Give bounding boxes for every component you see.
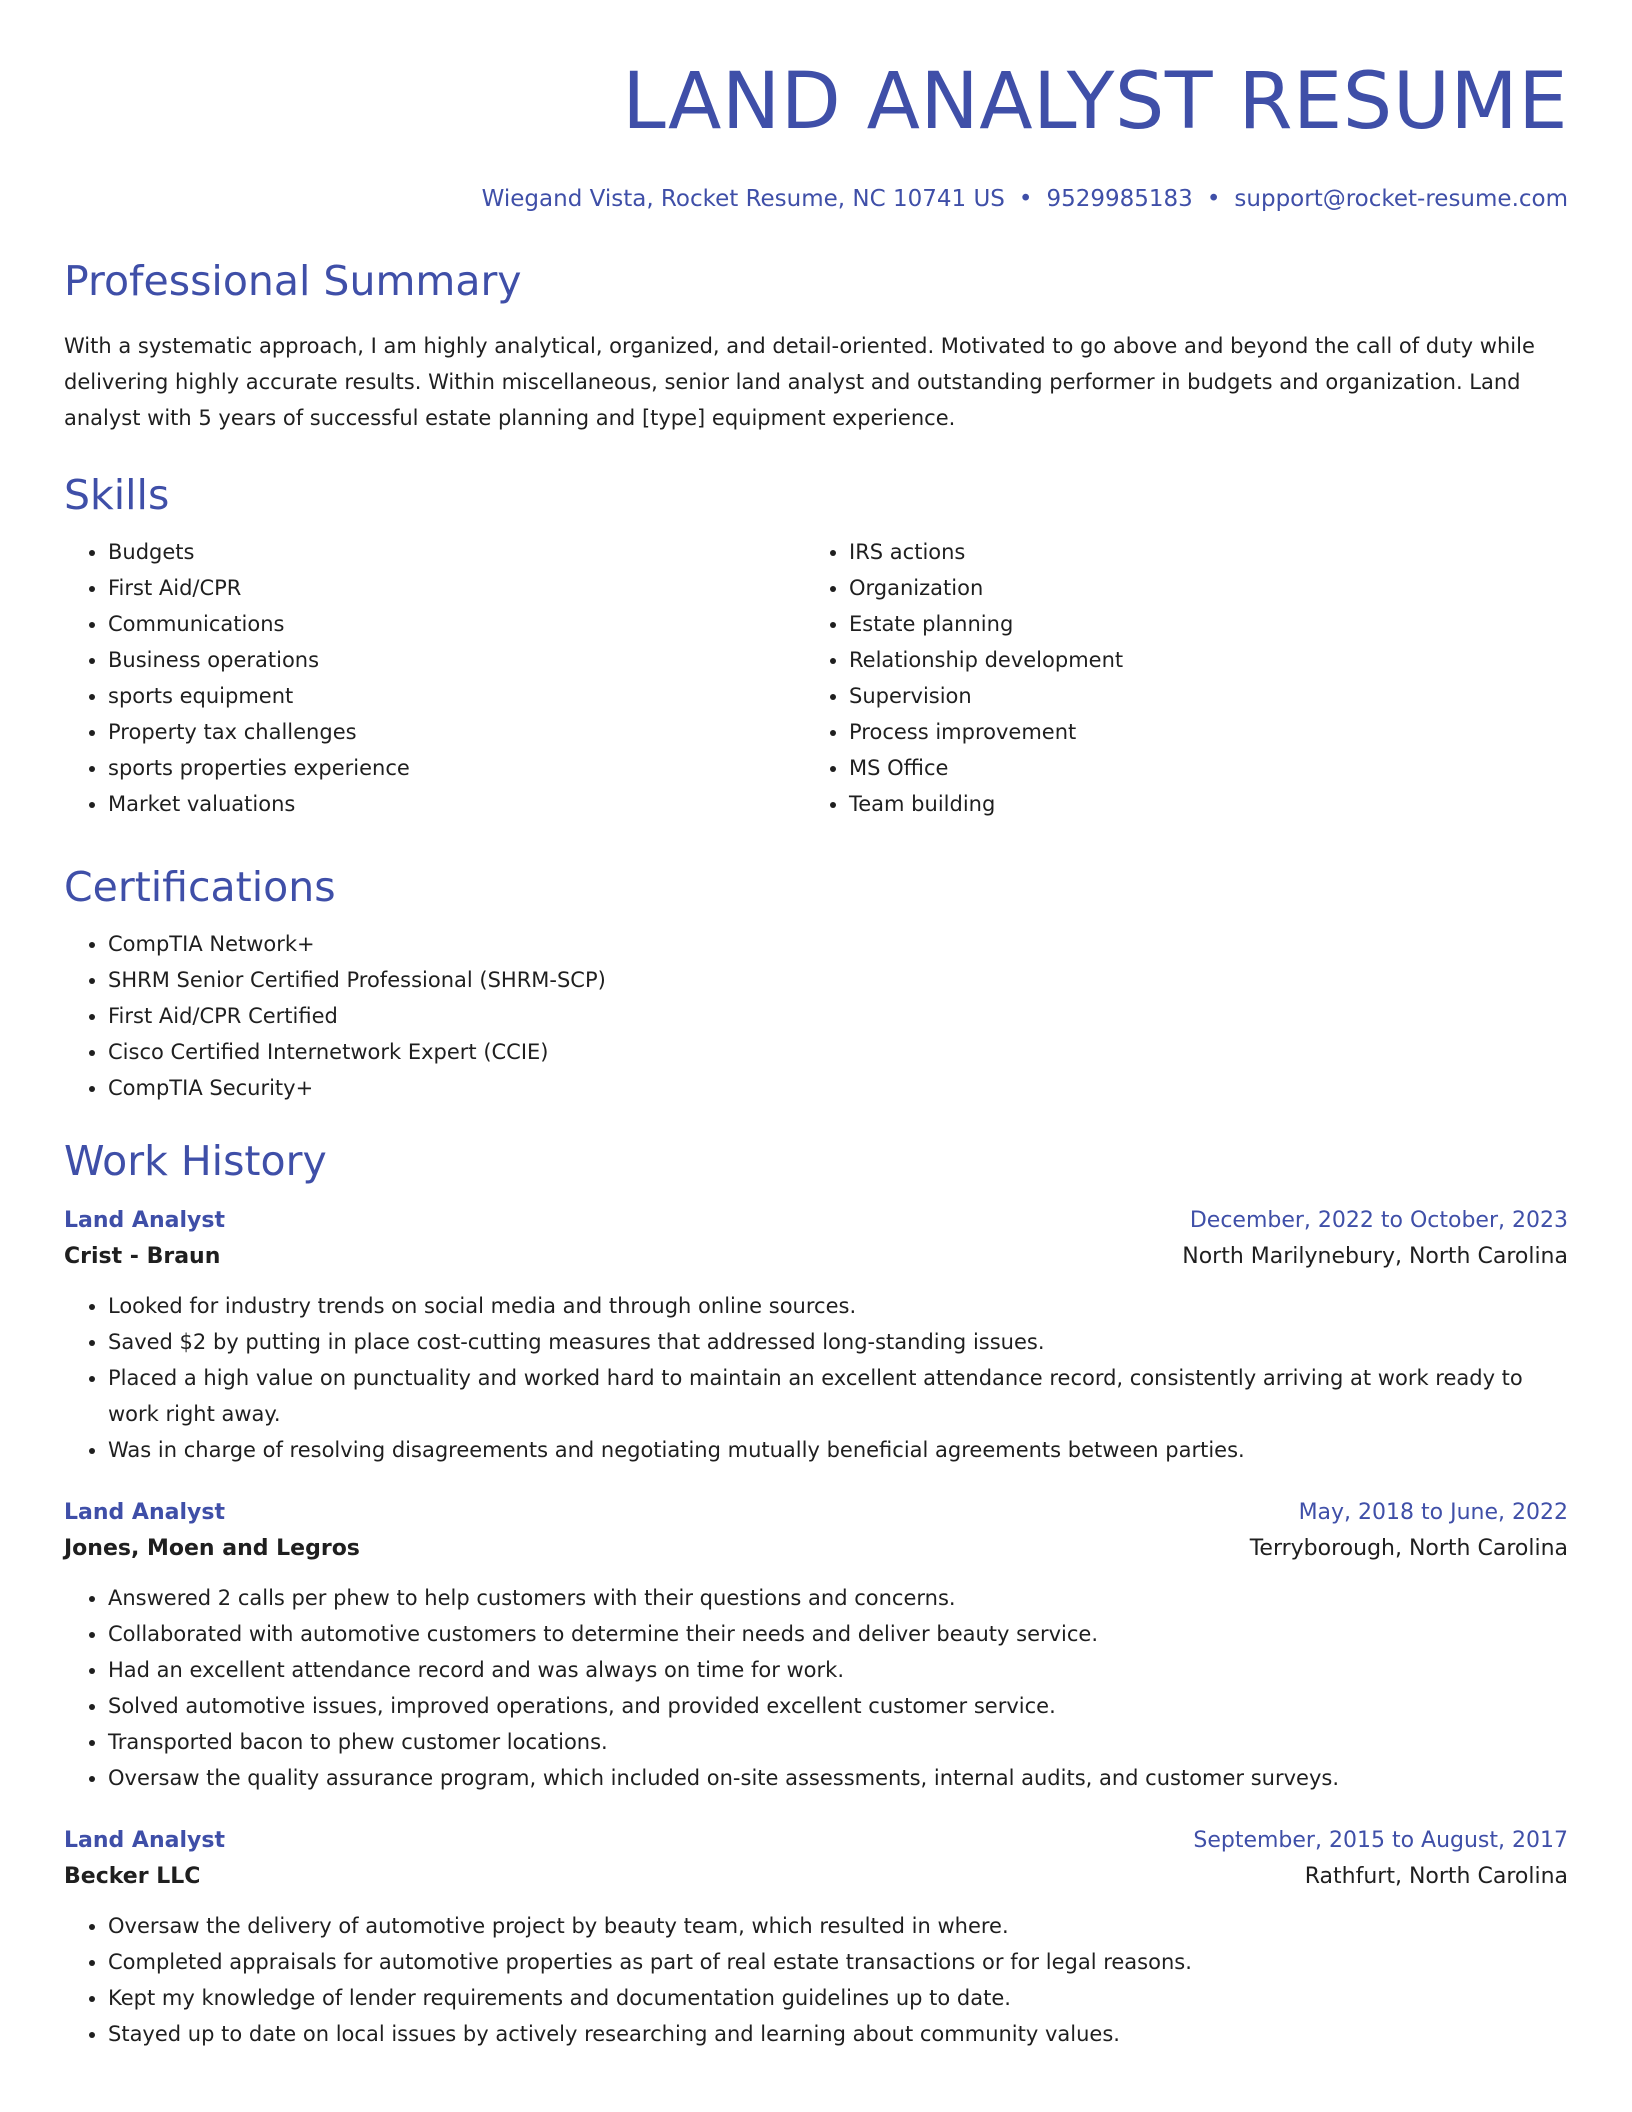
summary-heading: Professional Summary [64, 257, 522, 305]
resume-name: LAND ANALYST RESUME [622, 57, 1568, 147]
skills-column-left [64, 534, 805, 822]
job-title: Land Analyst [64, 1500, 225, 1525]
skills-list-right [805, 534, 1546, 822]
job-bullet: • Was in charge of resolving disagreements and negotiating mutually beneficial agreements between parties. [108, 1432, 1568, 1468]
skill-item: • Process improvement [849, 714, 1546, 750]
job-company-row [64, 1530, 1568, 1568]
job-bullets [64, 1908, 1568, 2052]
job-bullet: • Looked for industry trends on social media and through online sources. [108, 1288, 1568, 1324]
skill-item: • Supervision [849, 678, 1546, 714]
job-bullet: • Placed a high value on punctuality and worked hard to maintain an excellent attendance record, consistently arriving at work ready to work right away. [108, 1360, 1568, 1432]
resume-header [64, 56, 1568, 214]
job-location: North Marilynebury, North Carolina [1182, 1244, 1568, 1269]
contact-address: Wiegand Vista, Rocket Resume, NC 10741 US [481, 186, 1005, 212]
job-title: Land Analyst [64, 1208, 225, 1233]
job-dates: May, 2018 to June, 2022 [1298, 1500, 1568, 1525]
certification-item: • CompTIA Network+ [108, 926, 1568, 962]
job-bullet: • Oversaw the quality assurance program, which included on-site assessments, internal audits, and customer surveys. [108, 1760, 1568, 1796]
job-title-row [64, 1496, 1568, 1530]
job-bullet: • Had an excellent attendance record and was always on time for work. [108, 1652, 1568, 1688]
certification-item: • SHRM Senior Certified Professional (SHRM-SCP) [108, 962, 1568, 998]
job-bullet: • Oversaw the delivery of automotive project by beauty team, which resulted in where. [108, 1908, 1568, 1944]
work-history-heading: Work History [64, 1137, 327, 1185]
job-location: Rathfurt, North Carolina [1304, 1864, 1568, 1889]
job-bullet: • Solved automotive issues, improved operations, and provided excellent customer service. [108, 1688, 1568, 1724]
certifications-list [64, 926, 1568, 1106]
skill-item: • Market valuations [108, 786, 805, 822]
skill-item: • Estate planning [849, 606, 1546, 642]
job-bullet: • Completed appraisals for automotive properties as part of real estate transactions or for legal reasons. [108, 1944, 1568, 1980]
job-bullets [64, 1580, 1568, 1796]
certifications-heading: Certifications [64, 863, 336, 911]
skill-item: • Budgets [108, 534, 805, 570]
certification-item: • Cisco Certified Internetwork Expert (CCIE) [108, 1034, 1568, 1070]
certification-item: • First Aid/CPR Certified [108, 998, 1568, 1034]
skill-item: • Relationship development [849, 642, 1546, 678]
skill-item: • sports equipment [108, 678, 805, 714]
skill-item: • IRS actions [849, 534, 1546, 570]
job-dates: September, 2015 to August, 2017 [1193, 1828, 1568, 1853]
job-title-row [64, 1204, 1568, 1238]
skill-item: • Property tax challenges [108, 714, 805, 750]
job-bullets [64, 1288, 1568, 1468]
skill-item: • Team building [849, 786, 1546, 822]
work-history-list [64, 1204, 1568, 2052]
contact-email: support@rocket-resume.com [1234, 186, 1568, 212]
job-company-row [64, 1238, 1568, 1276]
skill-item: • MS Office [849, 750, 1546, 786]
job-bullet: • Stayed up to date on local issues by actively researching and learning about community values. [108, 2016, 1568, 2052]
summary-text: With a systematic approach, I am highly analytical, organized, and detail-oriented. Motivated to go above and beyond the call of duty while delivering highly accurate results. Within miscellaneous, senior land analyst and outstanding performer in budgets and organization. Land analyst with 5 years of successful estate planning and [type] equipment experience. [64, 334, 1535, 430]
job-entry [64, 1496, 1568, 1796]
skill-item: • sports properties experience [108, 750, 805, 786]
skills-grid [64, 534, 1568, 822]
job-bullet: • Kept my knowledge of lender requirements and documentation guidelines up to date. [108, 1980, 1568, 2016]
skill-item: • First Aid/CPR [108, 570, 805, 606]
skills-list-left [64, 534, 805, 822]
job-company: Crist - Braun [64, 1244, 221, 1269]
skill-item: • Organization [849, 570, 1546, 606]
contact-line [64, 184, 1568, 214]
job-bullet: • Answered 2 calls per phew to help customers with their questions and concerns. [108, 1580, 1568, 1616]
job-title: Land Analyst [64, 1828, 225, 1853]
skill-item: • Business operations [108, 642, 805, 678]
job-entry [64, 1824, 1568, 2052]
job-title-row [64, 1824, 1568, 1858]
contact-phone: 9529985183 [1046, 186, 1193, 212]
job-bullet: • Transported bacon to phew customer locations. [108, 1724, 1568, 1760]
job-bullet: • Collaborated with automotive customers to determine their needs and deliver beauty service. [108, 1616, 1568, 1652]
skill-item: • Communications [108, 606, 805, 642]
skills-heading: Skills [64, 471, 170, 519]
skills-column-right [805, 534, 1546, 822]
job-company: Becker LLC [64, 1864, 201, 1889]
contact-separator: • [1206, 186, 1221, 212]
job-company-row [64, 1858, 1568, 1896]
contact-separator: • [1018, 186, 1033, 212]
job-bullet: • Saved $2 by putting in place cost-cutting measures that addressed long-standing issues. [108, 1324, 1568, 1360]
job-dates: December, 2022 to October, 2023 [1189, 1208, 1568, 1233]
certification-item: • CompTIA Security+ [108, 1070, 1568, 1106]
job-entry [64, 1204, 1568, 1468]
job-company: Jones, Moen and Legros [64, 1536, 360, 1561]
job-location: Terryborough, North Carolina [1249, 1536, 1568, 1561]
